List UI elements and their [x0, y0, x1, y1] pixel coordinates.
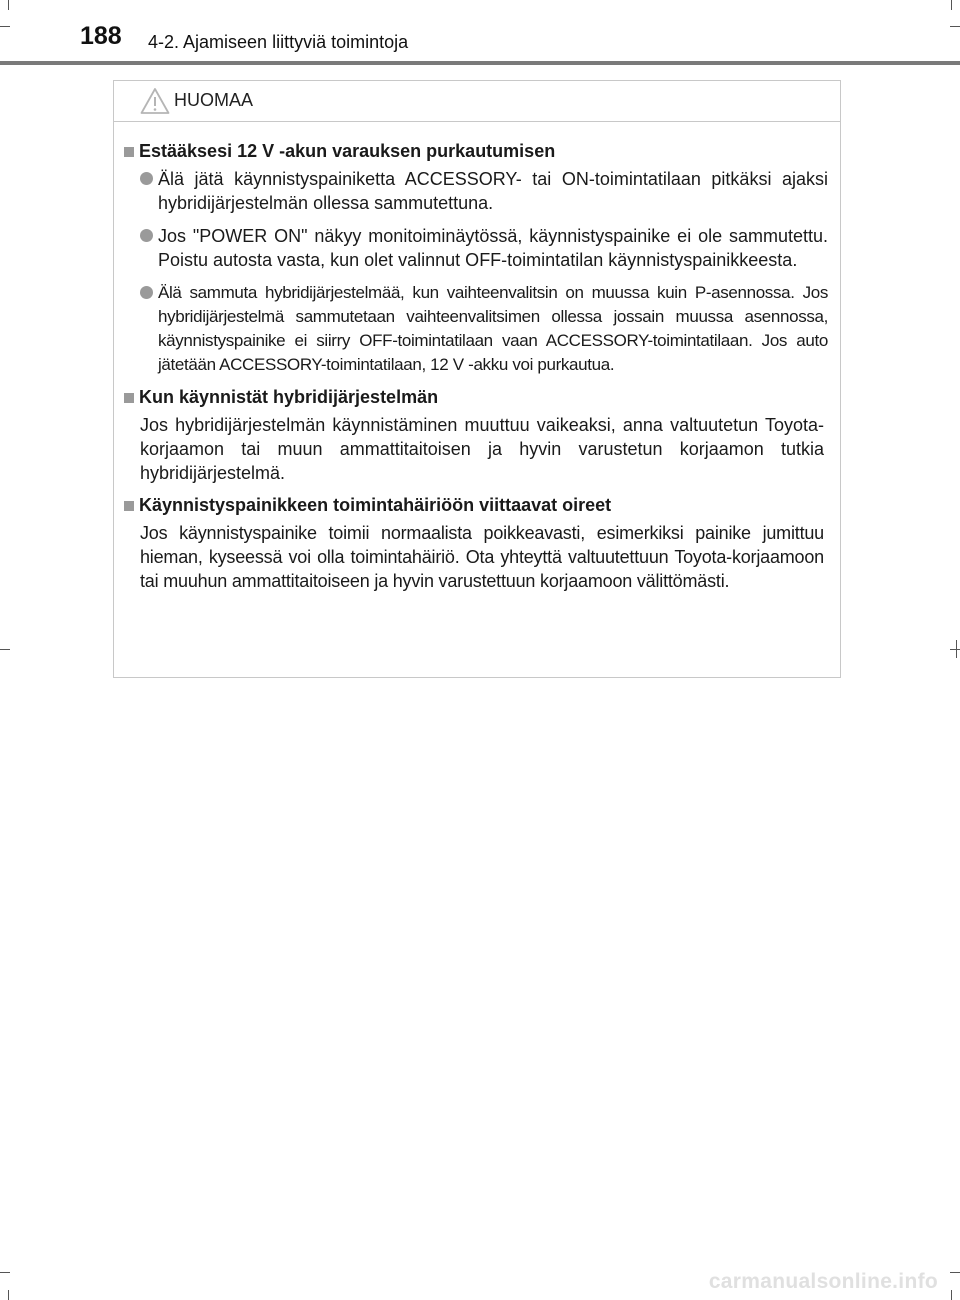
notice-title: HUOMAA [174, 90, 254, 110]
watermark: carmanualsonline.info [708, 1270, 938, 1293]
crop-mark [956, 640, 957, 658]
section-heading-text: Käynnistyspainikkeen toimintahäiriöön viittaavat oireet [139, 495, 612, 515]
bullet-text: Älä jätä käynnistyspainiketta ACCESSORY- tai ON-toimintatilaan pitkäksi ajaksi hybridijärjestelmän ollessa sammutettuna. [158, 169, 828, 213]
crop-mark [951, 1290, 952, 1300]
section-paragraph: Jos hybridijärjestelmän käynnistäminen muuttuu vaikeaksi, anna valtuutetun Toyota-korjaamon tai muun ammattitaitoisen ja hyvin varustetun korjaamon tutkia hybridijärjestelmä. [140, 415, 824, 483]
crop-mark [0, 649, 10, 650]
section-heading [124, 494, 828, 517]
notice-header [114, 81, 840, 122]
square-bullet-icon [124, 393, 134, 403]
square-bullet-icon [124, 147, 134, 157]
section-title: 4-2. Ajamiseen liittyviä toimintoja [148, 32, 409, 52]
page-number: 188 [80, 22, 122, 50]
crop-mark [0, 1272, 10, 1273]
section-paragraph: Jos käynnistyspainike toimii normaalista poikkeavasti, esimerkiksi painike jumittuu hieman, kyseessä voi olla toimintahäiriö. Ota yhteyttä valtuutettuun Toyota-korjaamoon tai muuhun ammattitaitoiseen ja hyvin varustettuun korjaamoon välittömästi. [140, 523, 824, 591]
crop-mark [8, 1290, 9, 1300]
crop-mark [8, 0, 9, 10]
bullet-item [124, 224, 828, 272]
notice-body [114, 122, 840, 593]
crop-mark [950, 1272, 960, 1273]
section-heading-text: Estääksesi 12 V -akun varauksen purkautumisen [139, 141, 556, 161]
section-heading-text: Kun käynnistät hybridijärjestelmän [139, 387, 439, 407]
crop-mark [950, 649, 960, 650]
circle-bullet-icon [140, 172, 153, 185]
crop-mark [0, 26, 10, 27]
crop-mark [951, 0, 952, 10]
bullet-item [124, 281, 828, 377]
section-heading [124, 386, 828, 409]
square-bullet-icon [124, 501, 134, 511]
bullet-text: Jos "POWER ON" näkyy monitoiminäytössä, käynnistyspainike ei ole sammutettu. Poistu autosta vasta, kun olet valinnut OFF-toimintatilan käynnistyspainikkeesta. [158, 226, 828, 270]
notice-box [113, 80, 841, 678]
bullet-text: Älä sammuta hybridijärjestelmää, kun vaihteenvalitsin on muussa kuin P-asennossa. Jos hybridijärjestelmä sammutetaan vaihteenvalitsimen ollessa jossain muussa asennossa, käynnistyspainike ei siirry OFF-toimintatilaan vaan ACCESSORY-toimintatilaan. Jos auto jätetään ACCESSORY-toimintatilaan, 12 V -akku voi purkautua. [158, 283, 828, 374]
circle-bullet-icon [140, 286, 153, 299]
crop-mark [950, 26, 960, 27]
header-rule [0, 61, 960, 65]
circle-bullet-icon [140, 229, 153, 242]
warning-triangle-icon [140, 87, 170, 115]
section-heading [124, 140, 828, 163]
bullet-item [124, 167, 828, 215]
